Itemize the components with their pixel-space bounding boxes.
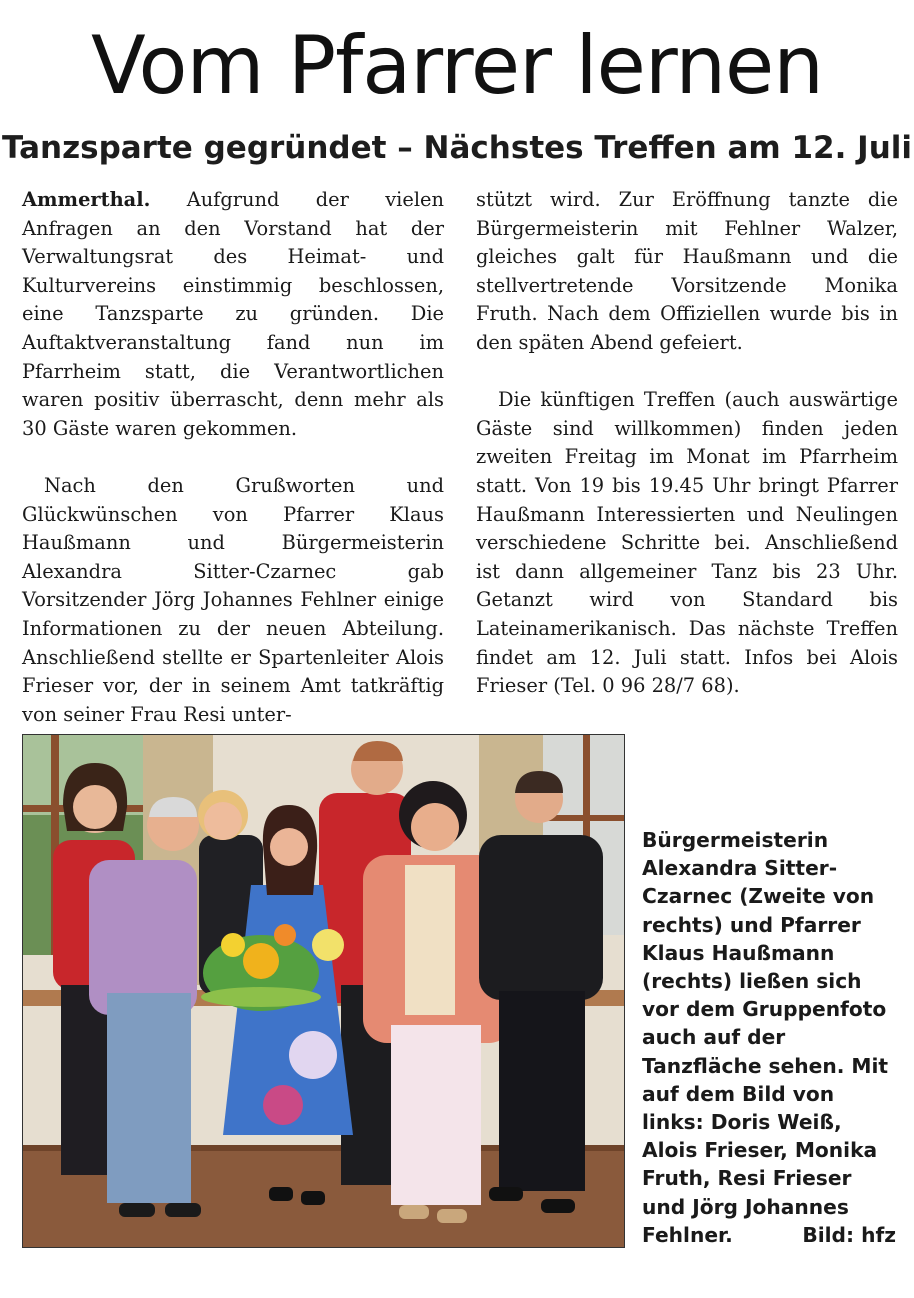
caption-end: Fehlner. — [642, 1222, 733, 1247]
paragraph-1-text: Aufgrund der vielen Anfragen an den Vorstand hat der Verwaltungsrat des Heimat- und Kulturvereins einstimmig beschlossen, eine Tanzsparte zu gründen. Die Auftaktveranstaltung fand nun im Pfarrheim statt, die Verantwortlichen waren positiv überrascht, denn mehr als 30 Gäste waren gekommen. — [22, 188, 444, 440]
paragraph-3: stützt wird. Zur Eröffnung tanzte die Bürgermeisterin mit Fehlner Walzer, gleiches galt für Haußmann und die stellvertretende Vorsitzende Monika Fruth. Nach dem Offiziellen wurde bis in den späten Abend gefeiert. — [476, 188, 898, 354]
headline: Vom Pfarrer lernen — [91, 19, 823, 112]
dateline: Ammerthal. — [22, 188, 151, 211]
article-column-left — [22, 186, 444, 729]
photo-credit: Bild: hfz — [802, 1222, 896, 1247]
caption-text: Bürgermeisterin Alexandra Sitter-Czarnec (Zweite von rechts) und Pfarrer Klaus Haußmann (rechts) ließen sich vor dem Gruppenfoto auch auf der Tanzfläche sehen. Mit auf dem Bild von links: Doris Weiß, Alois Frieser, Monika Fruth, Resi Frieser und Jörg Johannes — [642, 828, 889, 1219]
paragraph-2: Nach den Grußworten und Glückwünschen von Pfarrer Klaus Haußmann und Bürgermeisterin Alexandra Sitter-Czarnec gab Vorsitzender Jörg Johannes Fehlner einige Informationen zu der neuen Abteilung. Anschließend stellte er Spartenleiter Alois Frieser vor, der in seinem Amt tatkräftig von seiner Frau Resi unter- — [22, 473, 444, 726]
photo-caption — [642, 826, 896, 1249]
subheadline: Tanzsparte gegründet – Nächstes Treffen am 12. Juli — [1, 130, 913, 166]
paragraph-1 — [22, 186, 444, 443]
paragraph-4: Die künftigen Treffen (auch auswärtige Gäste sind willkommen) finden jeden zweiten Freitag im Monat im Pfarrheim statt. Von 19 bis 19.45 Uhr bringt Pfarrer Haußmann Interessierten und Neulingen verschiedene Schritte bei. Anschließend ist dann allgemeiner Tanz bis 23 Uhr. Getanzt wird von Standard bis Lateinamerikanisch. Das nächste Treffen findet am 12. Juli statt. Infos bei Alois Frieser (Tel. 0 96 28/7 68). — [476, 388, 898, 698]
caption-end-row — [642, 1221, 896, 1249]
group-photo — [22, 734, 625, 1248]
article-column-right — [476, 186, 898, 701]
